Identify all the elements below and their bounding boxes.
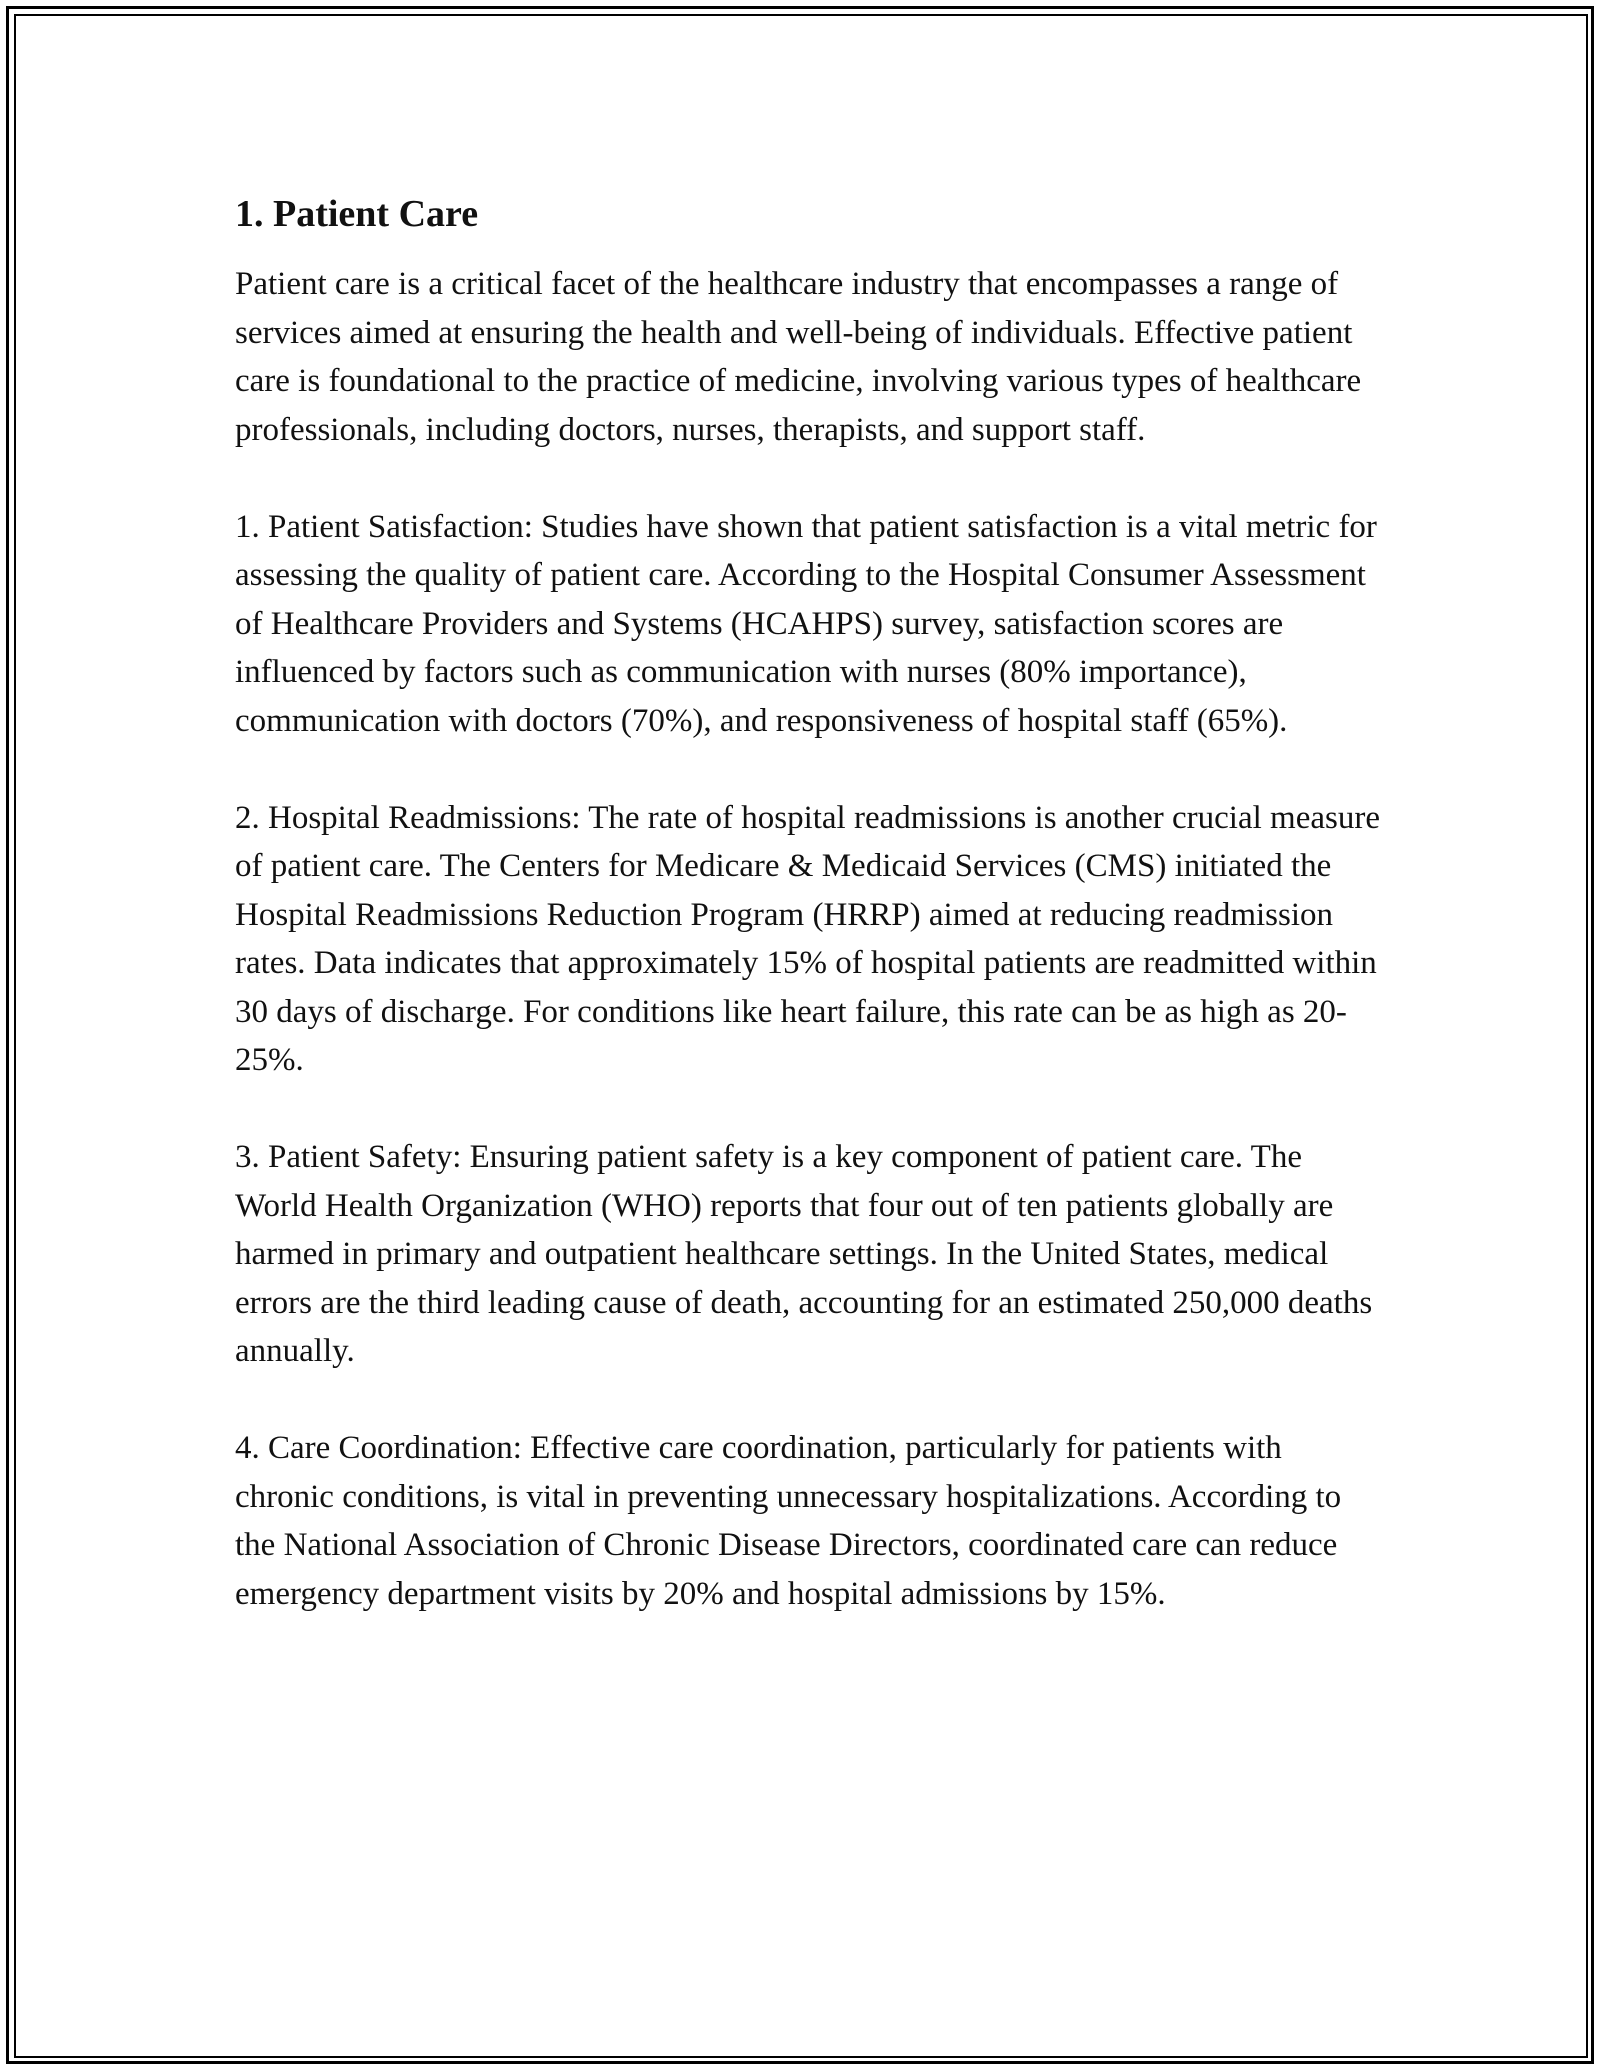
document-body	[235, 190, 1385, 1618]
patient-safety-paragraph: 3. Patient Safety: Ensuring patient safety is a key component of patient care. The World Health Organization (WHO) reports that four out of ten patients globally are harmed in primary and outpatient healthcare settings. In the United States, medical errors are the third leading cause of death, accounting for an estimated 250,000 deaths annually.	[235, 1139, 1373, 1369]
intro-paragraph: Patient care is a critical facet of the healthcare industry that encompasses a range of services aimed at ensuring the health and well-being of individuals. Effective patient care is foundational to the practice of medicine, involving various types of healthcare professionals, including doctors, nurses, therapists, and support staff.	[235, 266, 1362, 448]
care-coordination-paragraph: 4. Care Coordination: Effective care coordination, particularly for patients with chronic conditions, is vital in preventing unnecessary hospitalizations. According to the National Association of Chronic Disease Directors, coordinated care can reduce emergency department visits by 20% and hospital admissions by 15%.	[235, 1430, 1342, 1612]
patient-satisfaction-paragraph: 1. Patient Satisfaction: Studies have shown that patient satisfaction is a vital metric for assessing the quality of patient care. According to the Hospital Consumer Assessment of Healthcare Providers and Systems (HCAHPS) survey, satisfaction scores are influenced by factors such as communication with nurses (80% importance), communication with doctors (70%), and responsiveness of hospital staff (65%).	[235, 508, 1377, 739]
hospital-readmissions-paragraph: 2. Hospital Readmissions: The rate of hospital readmissions is another crucial measure of patient care. The Centers for Medicare & Medicaid Services (CMS) initiated the Hospital Readmissions Reduction Program (HRRP) aimed at reducing readmission rates. Data indicates that approximately 15% of hospital patients are readmitted within 30 days of discharge. For conditions like heart failure, this rate can be as high as 20-25%.	[235, 799, 1380, 1078]
section-heading: 1. Patient Care	[235, 193, 479, 235]
